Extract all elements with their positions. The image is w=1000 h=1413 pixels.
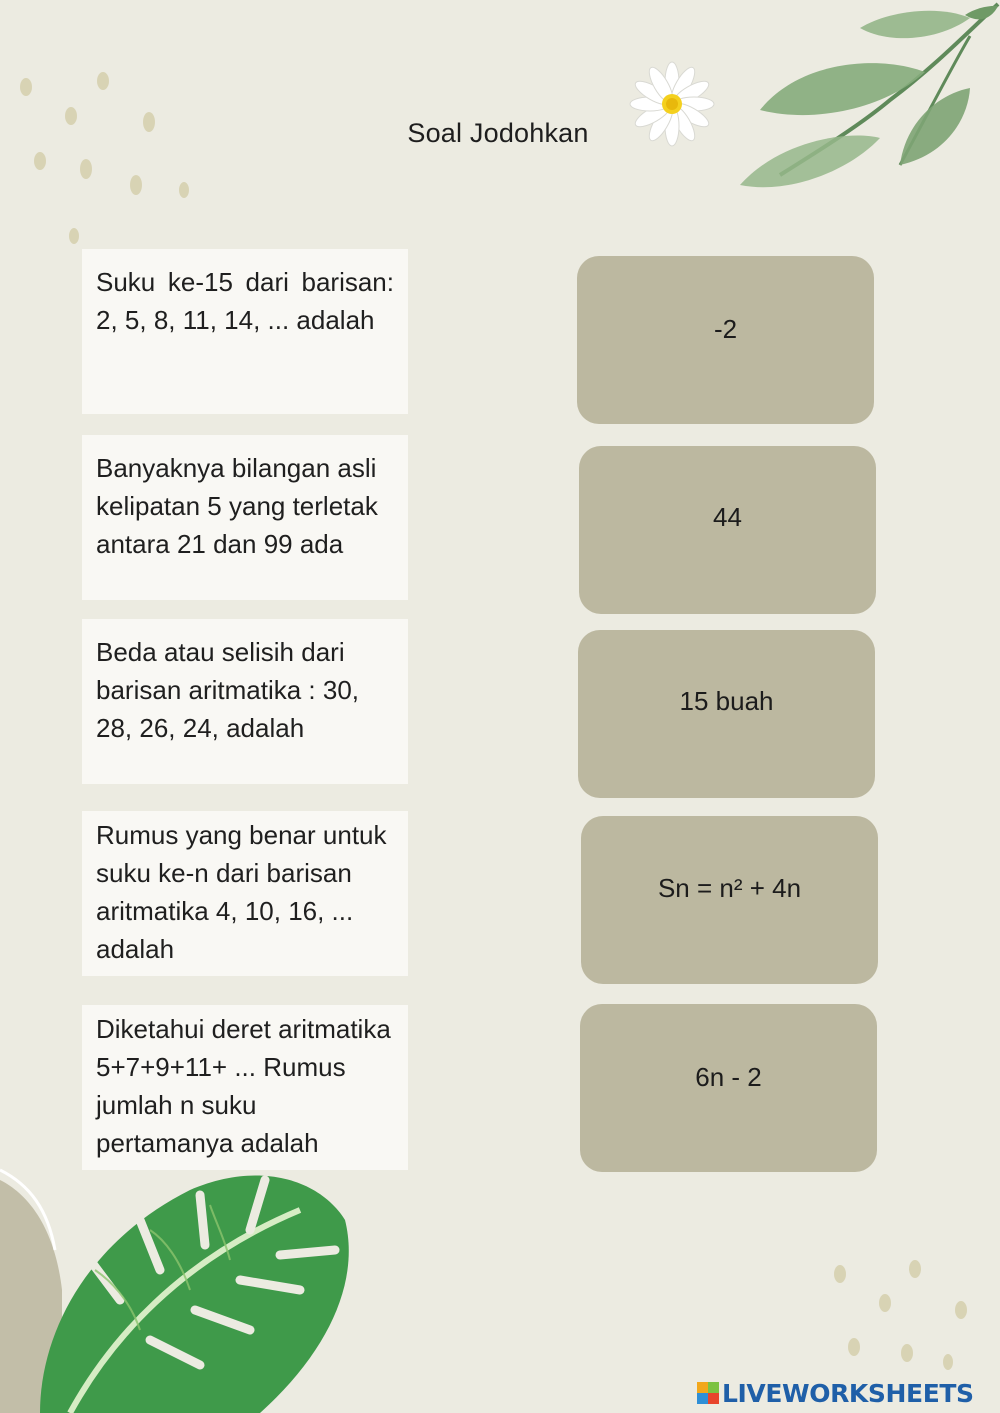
answer-text-4: Sn = n² + 4n: [657, 873, 802, 903]
question-text-2: Banyaknya bilangan asli kelipatan 5 yang terletak antara 21 dan 99 ada: [96, 453, 378, 559]
question-text-1: Suku ke-15 dari barisan: 2, 5, 8, 11, 14, ... adalah: [96, 267, 394, 335]
question-text-3: Beda atau selisih dari barisan aritmatika : 30, 28, 26, 24, adalah: [96, 637, 360, 743]
decorative-dots-bottom-right: [780, 1250, 1000, 1380]
answer-text-3: 15 buah: [679, 686, 774, 716]
liveworksheets-mark-icon: [697, 1382, 719, 1404]
question-card-4[interactable]: [82, 811, 408, 976]
answer-card-2[interactable]: [579, 446, 876, 614]
answer-text-2: 44: [713, 502, 742, 532]
answer-text-5: 6n - 2: [695, 1062, 762, 1092]
question-text-5: Diketahui deret aritmatika 5+7+9+11+ ... Rumus jumlah n suku pertamanya adalah: [96, 1014, 391, 1158]
answer-card-3[interactable]: [578, 630, 875, 798]
answer-card-4[interactable]: [581, 816, 878, 984]
page-title: Soal Jodohkan: [407, 118, 589, 148]
liveworksheets-logo: [697, 1377, 974, 1409]
question-card-1[interactable]: [82, 249, 408, 414]
answer-text-1: -2: [713, 314, 738, 344]
question-card-5[interactable]: [82, 1005, 408, 1170]
question-text-4: Rumus yang benar untuk suku ke-n dari barisan aritmatika 4, 10, 16, ... adalah: [96, 820, 387, 964]
leaf-branch-icon: [740, 0, 1000, 200]
question-card-3[interactable]: [82, 619, 408, 784]
monstera-leaf-icon: [0, 1150, 360, 1413]
answer-card-1[interactable]: [577, 256, 874, 424]
question-card-2[interactable]: [82, 435, 408, 600]
brand-name: LIVEWORKSHEETS: [722, 1378, 974, 1408]
answer-card-5[interactable]: [580, 1004, 877, 1172]
